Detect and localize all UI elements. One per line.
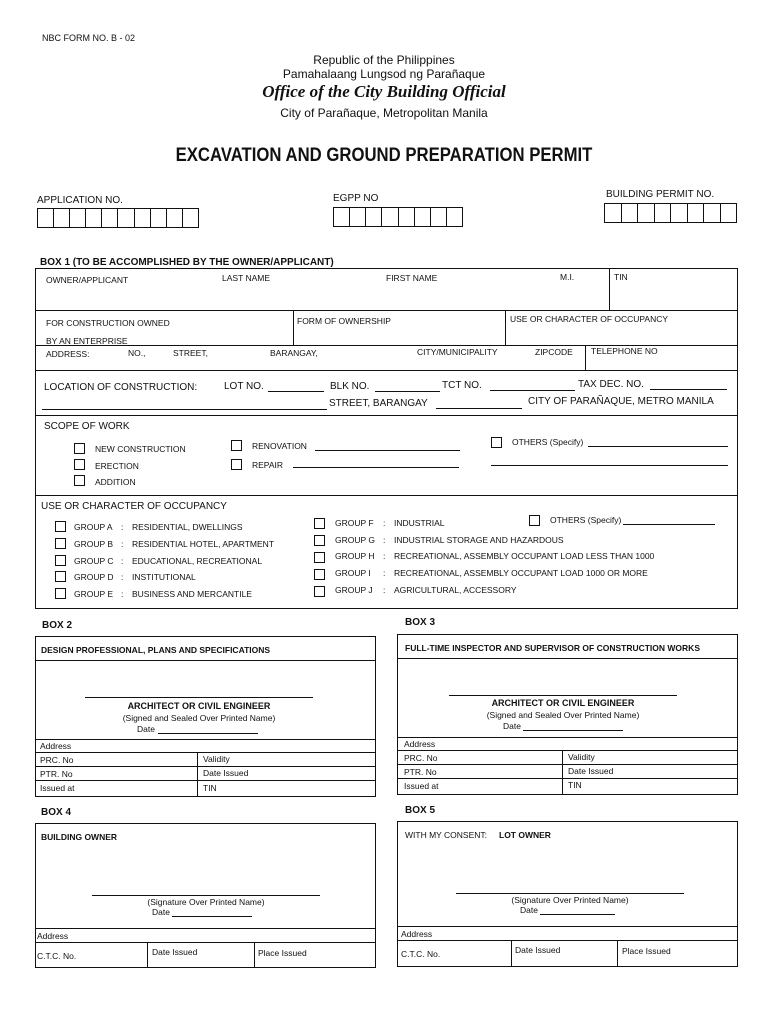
- group-j-checkbox[interactable]: [314, 586, 325, 597]
- box2-prc-label: PRC. No: [40, 755, 74, 765]
- box1-heading: BOX 1 (TO BE ACCOMPLISHED BY THE OWNER/APPLICANT): [40, 257, 334, 268]
- form-of-ownership-label: FORM OF OWNERSHIP: [297, 316, 391, 326]
- box5-date-field[interactable]: [540, 914, 615, 915]
- address-no-label: NO.,: [128, 348, 146, 358]
- scope-others-field-2[interactable]: [491, 465, 728, 466]
- box3-signature-field[interactable]: [449, 695, 677, 696]
- group-i-label: GROUP I: [335, 568, 371, 578]
- group-g-desc: INDUSTRIAL STORAGE AND HAZARDOUS: [394, 535, 564, 545]
- box3-signature-subtitle: (Signed and Sealed Over Printed Name): [486, 710, 640, 720]
- box2-address-label: Address: [40, 741, 72, 751]
- building-permit-no-field[interactable]: [604, 203, 737, 223]
- box3-date-label: Date: [503, 721, 521, 731]
- by-enterprise-label: BY AN ENTERPRISE: [46, 336, 128, 346]
- blk-no-label: BLK NO.: [330, 381, 370, 392]
- last-name-label: LAST NAME: [222, 273, 271, 283]
- group-a-colon: :: [121, 522, 124, 532]
- box2-signature-field[interactable]: [85, 697, 313, 698]
- box3-ptr-label: PTR. No: [404, 767, 437, 777]
- renovation-label: RENOVATION: [252, 441, 307, 451]
- box2-title: DESIGN PROFESSIONAL, PLANS AND SPECIFICATIONS: [41, 645, 271, 655]
- box5-ctc-label: C.T.C. No.: [401, 949, 441, 959]
- box5-address-label: Address: [401, 929, 433, 939]
- group-e-checkbox[interactable]: [55, 588, 66, 599]
- group-f-label: GROUP F: [335, 518, 374, 528]
- box3-address-label: Address: [404, 739, 436, 749]
- box2-issued-at-label: Issued at: [40, 783, 75, 793]
- group-i-colon: :: [383, 568, 386, 578]
- box2-signature-title: ARCHITECT OR CIVIL ENGINEER: [127, 701, 271, 711]
- group-d-desc: INSTITUTIONAL: [132, 572, 196, 582]
- city-paranaque-label: CITY OF PARAÑAQUE, METRO MANILA: [528, 396, 714, 407]
- group-j-label: GROUP J: [335, 585, 373, 595]
- occupancy-others-field[interactable]: [623, 524, 715, 525]
- box2-date-issued-label: Date Issued: [203, 768, 249, 778]
- mi-label: M.I.: [560, 272, 575, 282]
- republic-line: Republic of the Philippines: [313, 53, 455, 67]
- box2-validity-label: Validity: [203, 754, 230, 764]
- group-h-colon: :: [383, 551, 386, 561]
- group-a-desc: RESIDENTIAL, DWELLINGS: [132, 522, 243, 532]
- repair-checkbox[interactable]: [231, 459, 242, 470]
- box2-signature-subtitle: (Signed and Sealed Over Printed Name): [122, 713, 276, 723]
- group-c-desc: EDUCATIONAL, RECREATIONAL: [132, 556, 263, 566]
- egpp-no-field[interactable]: [333, 207, 463, 227]
- group-i-checkbox[interactable]: [314, 569, 325, 580]
- address-city-label: CITY/MUNICIPALITY: [417, 347, 498, 357]
- box3-date-issued-label: Date Issued: [568, 766, 614, 776]
- group-h-checkbox[interactable]: [314, 552, 325, 563]
- new-construction-label: NEW CONSTRUCTION: [95, 444, 186, 454]
- group-e-label: GROUP E: [74, 589, 114, 599]
- box5-label: BOX 5: [405, 805, 436, 816]
- application-no-field[interactable]: [37, 208, 199, 228]
- group-d-label: GROUP D: [74, 572, 114, 582]
- tax-dec-label: TAX DEC. NO.: [578, 379, 644, 390]
- group-e-desc: BUSINESS AND MERCANTILE: [132, 589, 252, 599]
- box4-date-label: Date: [152, 907, 170, 917]
- box4-place-issued-label: Place Issued: [258, 948, 307, 958]
- group-f-desc: INDUSTRIAL: [394, 518, 445, 528]
- box3-prc-label: PRC. No: [404, 753, 438, 763]
- group-d-checkbox[interactable]: [55, 571, 66, 582]
- group-a-label: GROUP A: [74, 522, 113, 532]
- renovation-field[interactable]: [315, 450, 460, 451]
- group-f-colon: :: [383, 518, 386, 528]
- box3-validity-label: Validity: [568, 752, 595, 762]
- group-g-label: GROUP G: [335, 535, 375, 545]
- box5-date-label: Date: [520, 905, 538, 915]
- occupancy-others-label: OTHERS (Specify): [550, 515, 622, 525]
- box4-signature-field[interactable]: [92, 895, 320, 896]
- box5-consent-label: WITH MY CONSENT:: [405, 830, 488, 840]
- address-street-label: STREET,: [173, 348, 208, 358]
- new-construction-checkbox[interactable]: [74, 443, 85, 454]
- group-b-colon: :: [121, 539, 124, 549]
- address-barangay-label: BARANGAY,: [270, 348, 318, 358]
- box5-place-issued-label: Place Issued: [622, 946, 671, 956]
- group-b-checkbox[interactable]: [55, 538, 66, 549]
- box2-date-label: Date: [137, 724, 155, 734]
- tct-no-label: TCT NO.: [442, 380, 482, 391]
- group-g-colon: :: [383, 535, 386, 545]
- tct-no-field[interactable]: [490, 390, 575, 391]
- renovation-checkbox[interactable]: [231, 440, 242, 451]
- group-g-checkbox[interactable]: [314, 535, 325, 546]
- office-name: Office of the City Building Official: [262, 82, 506, 101]
- box2-ptr-label: PTR. No: [40, 769, 73, 779]
- group-a-checkbox[interactable]: [55, 521, 66, 532]
- box2-label: BOX 2: [42, 620, 73, 631]
- box5-date-issued-label: Date Issued: [515, 945, 561, 955]
- address-zipcode-label: ZIPCODE: [535, 347, 573, 357]
- addition-checkbox[interactable]: [74, 475, 85, 486]
- scope-others-field[interactable]: [588, 446, 728, 447]
- group-c-label: GROUP C: [74, 556, 114, 566]
- group-c-checkbox[interactable]: [55, 555, 66, 566]
- group-i-desc: RECREATIONAL, ASSEMBLY OCCUPANT LOAD 1000 OR MORE: [394, 568, 648, 578]
- lot-no-label: LOT NO.: [224, 381, 264, 392]
- group-e-colon: :: [121, 589, 124, 599]
- box4-date-issued-label: Date Issued: [152, 947, 198, 957]
- repair-field[interactable]: [293, 467, 459, 468]
- location-street-field[interactable]: [42, 409, 327, 410]
- box4-label: BOX 4: [41, 807, 72, 818]
- use-character-label: USE OR CHARACTER OF OCCUPANCY: [510, 314, 669, 324]
- city-line: City of Parañaque, Metropolitan Manila: [280, 106, 488, 120]
- box4-signature-subtitle: (Signature Over Printed Name): [147, 897, 265, 907]
- erection-checkbox[interactable]: [74, 459, 85, 470]
- city-government-line: Pamahalaang Lungsod ng Parañaque: [282, 67, 486, 81]
- blk-no-field[interactable]: [375, 391, 440, 392]
- for-construction-label: FOR CONSTRUCTION OWNED: [46, 318, 170, 328]
- scope-heading: SCOPE OF WORK: [44, 421, 130, 432]
- box4-ctc-label: C.T.C. No.: [37, 951, 77, 961]
- box5-lot-owner-label: LOT OWNER: [499, 830, 551, 840]
- erection-label: ERECTION: [95, 461, 139, 471]
- box3-tin-label: TIN: [568, 780, 582, 790]
- box4-title: BUILDING OWNER: [41, 832, 118, 842]
- building-permit-no-label: BUILDING PERMIT NO.: [606, 189, 715, 200]
- occupancy-heading: USE OR CHARACTER OF OCCUPANCY: [41, 501, 227, 512]
- first-name-label: FIRST NAME: [386, 273, 438, 283]
- location-label: LOCATION OF CONSTRUCTION:: [44, 382, 198, 393]
- group-d-colon: :: [121, 572, 124, 582]
- scope-others-checkbox[interactable]: [491, 437, 502, 448]
- group-c-colon: :: [121, 556, 124, 566]
- box2-date-field[interactable]: [158, 733, 258, 734]
- tin-label: TIN: [614, 272, 628, 282]
- box5-signature-subtitle: (Signature Over Printed Name): [511, 895, 629, 905]
- street-barangay-label: STREET, BARANGAY: [329, 398, 428, 409]
- box3-label: BOX 3: [405, 617, 436, 628]
- egpp-no-label: EGPP NO: [333, 193, 379, 204]
- scope-others-label: OTHERS (Specify): [512, 437, 584, 447]
- page-title: EXCAVATION AND GROUND PREPARATION PERMIT: [175, 145, 593, 166]
- box3-issued-at-label: Issued at: [404, 781, 439, 791]
- group-h-desc: RECREATIONAL, ASSEMBLY OCCUPANT LOAD LESS THAN 1000: [394, 551, 655, 561]
- group-f-checkbox[interactable]: [314, 518, 325, 529]
- group-j-colon: :: [383, 585, 386, 595]
- form-number: NBC FORM NO. B - 02: [42, 33, 136, 43]
- occupancy-others-checkbox[interactable]: [529, 515, 540, 526]
- addition-label: ADDITION: [95, 477, 136, 487]
- lot-no-field[interactable]: [268, 391, 324, 392]
- group-b-desc: RESIDENTIAL HOTEL, APARTMENT: [132, 539, 275, 549]
- box3-title: FULL-TIME INSPECTOR AND SUPERVISOR OF CONSTRUCTION WORKS: [405, 643, 700, 653]
- owner-applicant-label: OWNER/APPLICANT: [46, 275, 129, 285]
- repair-label: REPAIR: [252, 460, 284, 470]
- telephone-label: TELEPHONE NO: [591, 346, 658, 356]
- barangay-field[interactable]: [436, 408, 522, 409]
- box5-container: [397, 821, 738, 967]
- box5-signature-field[interactable]: [456, 893, 684, 894]
- box4-address-label: Address: [37, 931, 69, 941]
- group-b-label: GROUP B: [74, 539, 114, 549]
- box3-signature-title: ARCHITECT OR CIVIL ENGINEER: [491, 698, 635, 708]
- address-label: ADDRESS:: [46, 349, 90, 359]
- tax-dec-field[interactable]: [650, 389, 727, 390]
- box4-date-field[interactable]: [172, 916, 252, 917]
- box2-tin-label: TIN: [203, 783, 217, 793]
- box3-date-field[interactable]: [523, 730, 623, 731]
- group-j-desc: AGRICULTURAL, ACCESSORY: [394, 585, 517, 595]
- group-h-label: GROUP H: [335, 551, 375, 561]
- application-no-label: APPLICATION NO.: [37, 195, 123, 206]
